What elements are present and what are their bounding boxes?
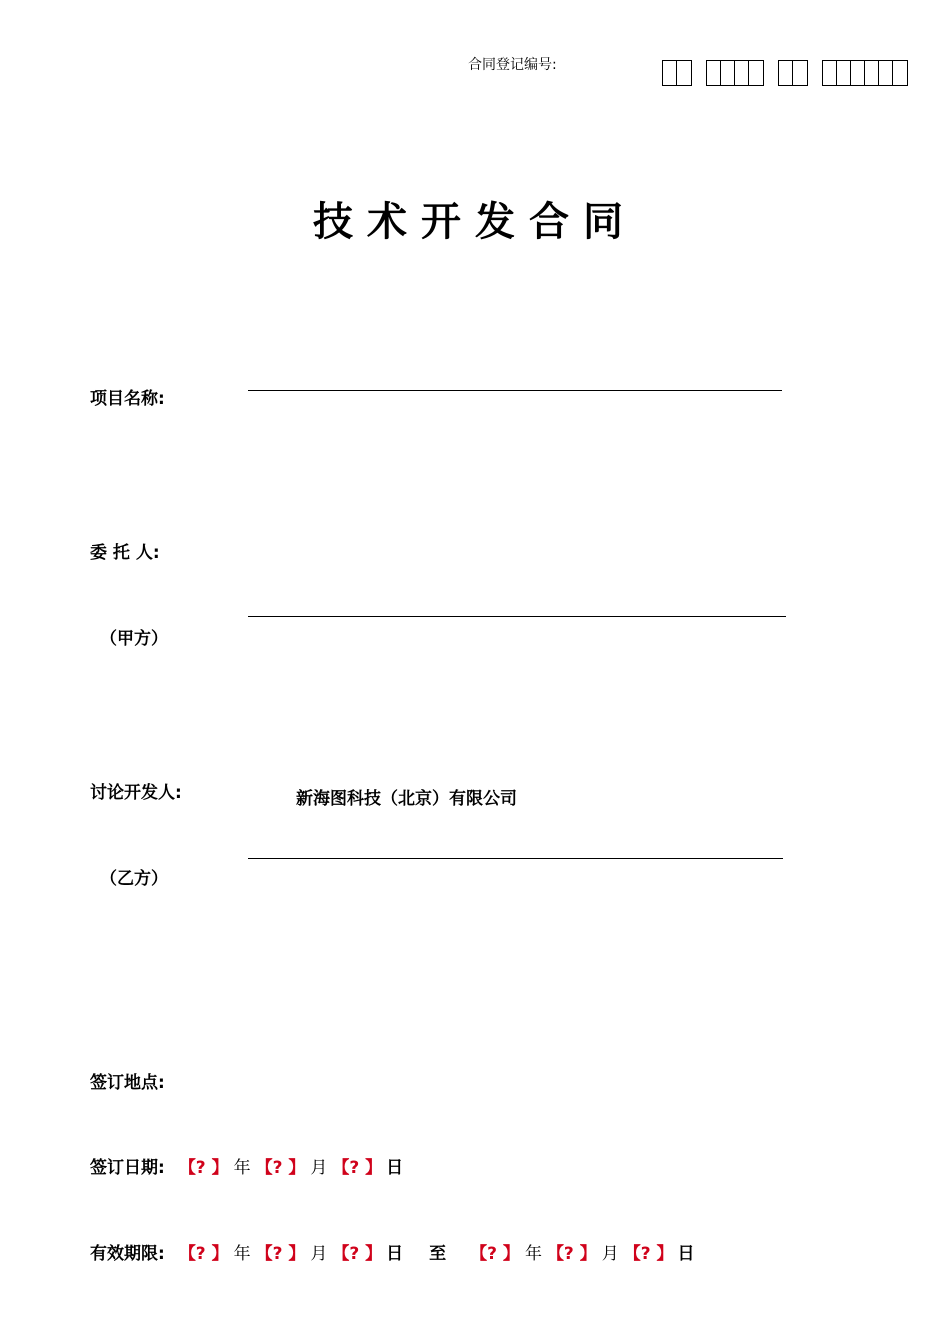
developer-value: 新海图科技（北京）有限公司: [296, 789, 517, 809]
sign-place-label: 签订地点:: [90, 1073, 165, 1093]
start-day-placeholder: 【? 】: [332, 1244, 383, 1264]
party-a-line: [248, 616, 786, 617]
start-year-placeholder: 【? 】: [178, 1244, 229, 1264]
valid-period-label: 有效期限:: [90, 1244, 165, 1264]
registration-label: 合同登记编号:: [468, 57, 557, 73]
end-year-unit: 年: [524, 1244, 542, 1264]
party-a-label: （甲方）: [100, 629, 168, 649]
end-month-placeholder: 【? 】: [546, 1244, 597, 1264]
contract-title: 技术开发合同: [313, 199, 637, 245]
day-placeholder: 【? 】: [332, 1158, 383, 1178]
client-label: 委 托 人:: [90, 543, 160, 563]
project-name-label: 项目名称:: [90, 389, 165, 409]
start-month-unit: 月: [310, 1244, 328, 1264]
month-placeholder: 【? 】: [255, 1158, 306, 1178]
end-day-placeholder: 【? 】: [623, 1244, 674, 1264]
year-unit: 年: [233, 1158, 251, 1178]
party-b-line: [248, 858, 783, 859]
day-unit: 日: [386, 1158, 404, 1178]
start-year-unit: 年: [233, 1244, 251, 1264]
valid-period-row: [90, 1239, 695, 1264]
registration-box-group: [706, 60, 764, 86]
start-day-unit: 日: [386, 1244, 404, 1264]
end-year-placeholder: 【? 】: [470, 1244, 520, 1264]
party-b-label: （乙方）: [100, 869, 168, 889]
to-label: 至: [429, 1244, 447, 1264]
project-name-line: [248, 390, 782, 391]
month-unit: 月: [310, 1158, 328, 1178]
sign-date-label: 签订日期:: [90, 1158, 165, 1178]
developer-label: 讨论开发人:: [90, 783, 182, 803]
end-day-unit: 日: [677, 1244, 695, 1264]
registration-box-group: [662, 60, 692, 86]
year-placeholder: 【? 】: [178, 1158, 229, 1178]
sign-date-row: [90, 1153, 403, 1178]
registration-box-group: [778, 60, 808, 86]
registration-number-boxes: [662, 60, 908, 86]
registration-box-group: [822, 60, 908, 86]
end-month-unit: 月: [601, 1244, 619, 1264]
start-month-placeholder: 【? 】: [255, 1244, 306, 1264]
